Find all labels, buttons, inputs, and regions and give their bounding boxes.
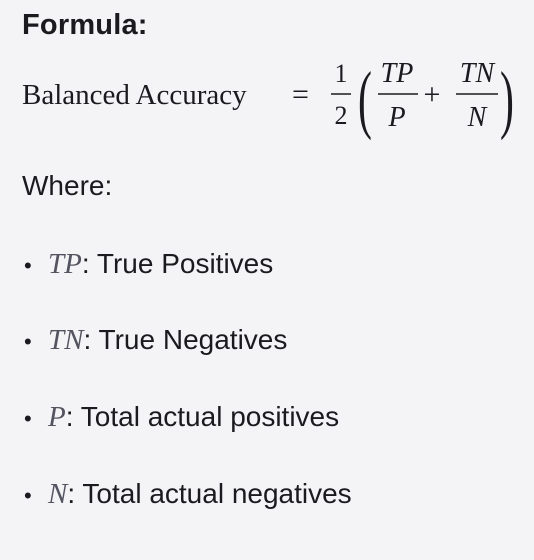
bullet: • <box>24 329 32 354</box>
definition-text: : True Positives <box>81 248 274 279</box>
formula-lhs: Balanced Accuracy <box>22 79 247 111</box>
definition-item-p <box>24 397 339 437</box>
term2-denominator: N <box>467 102 487 133</box>
definition-item-n <box>24 474 352 514</box>
formula-equals-sign: = <box>292 78 309 111</box>
term2-numerator: TN <box>459 58 495 89</box>
balanced-accuracy-formula <box>22 52 522 142</box>
fraction-half-numerator: 1 <box>334 59 348 88</box>
formula-plus-sign: + <box>423 78 441 111</box>
bullet: • <box>24 483 32 508</box>
where-label: Where: <box>22 170 113 201</box>
section-heading: Formula: <box>22 9 148 41</box>
fraction-half-denominator: 2 <box>334 101 348 130</box>
definition-item-tn <box>24 320 287 360</box>
definition-item-tp <box>24 244 273 284</box>
term1-denominator: P <box>388 102 406 133</box>
definition-symbol: TN <box>48 324 84 356</box>
bullet: • <box>24 406 32 431</box>
bullet: • <box>24 253 32 278</box>
definition-symbol: N <box>48 478 68 510</box>
right-paren: ) <box>500 57 514 142</box>
left-paren: ( <box>358 57 372 142</box>
definition-text: : Total actual positives <box>65 401 340 432</box>
definition-text: : Total actual negatives <box>67 478 352 509</box>
definition-symbol: P <box>48 401 66 433</box>
term1-numerator: TP <box>380 58 414 89</box>
definition-symbol: TP <box>48 248 82 280</box>
definition-text: : True Negatives <box>83 324 288 355</box>
